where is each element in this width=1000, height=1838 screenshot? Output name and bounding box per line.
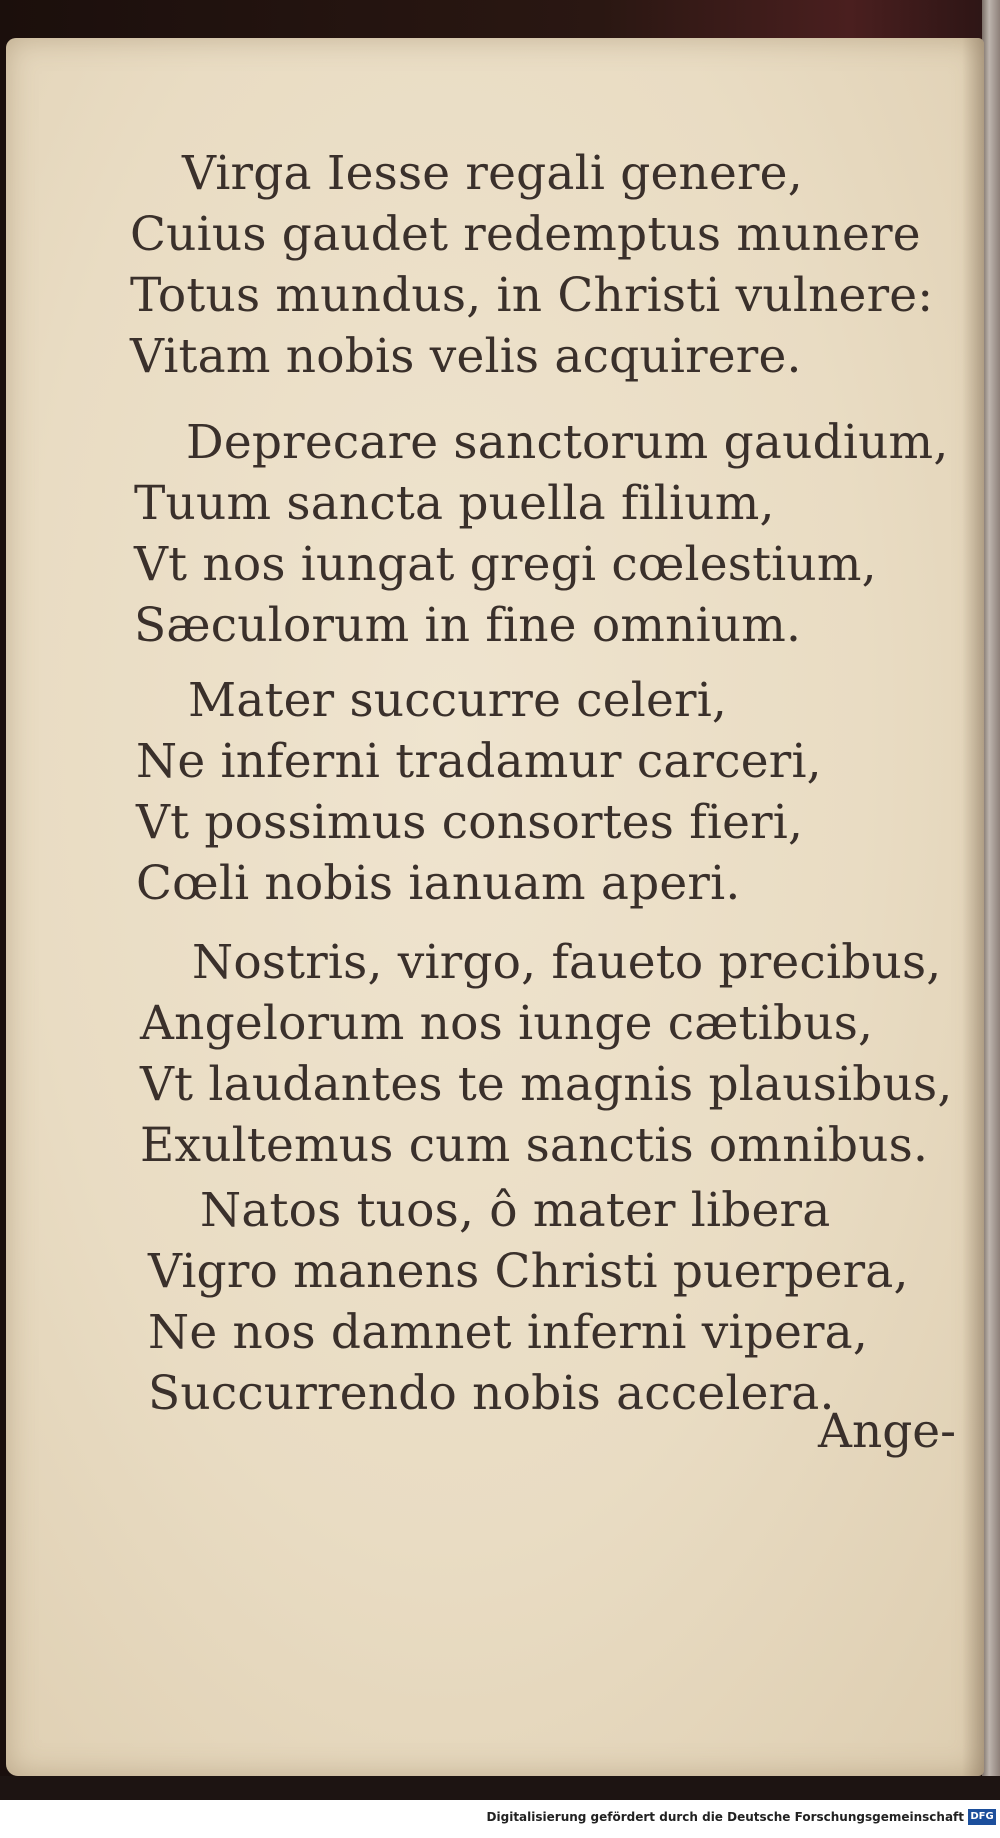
verse-line: Cœli nobis ianuam aperi. — [136, 856, 741, 911]
verse-line: Tuum sancta puella filium, — [134, 476, 775, 531]
verse-line: Vigro manens Christi puerpera, — [148, 1244, 909, 1299]
verse-line: Totus mundus, in Christi vulnere: — [130, 268, 934, 323]
verse-line: Vt laudantes te magnis plausibus, — [140, 1057, 953, 1112]
stanza-3 — [136, 670, 956, 914]
verse-line: Mater succurre celeri, — [188, 673, 728, 728]
verse-line: Vt possimus consortes fieri, — [136, 795, 804, 850]
credit-bar — [0, 1800, 1000, 1838]
verse-line: Ne nos damnet inferni vipera, — [148, 1305, 869, 1360]
stanza-4 — [140, 932, 960, 1176]
stanza-5 — [148, 1180, 968, 1424]
verse-line: Deprecare sanctorum gaudium, — [186, 415, 949, 470]
funding-credit: Digitalisierung gefördert durch die Deutsche Forschungsgemeinschaft — [486, 1810, 964, 1824]
page-edge-shadow — [962, 38, 984, 1776]
bottom-edge — [0, 1776, 1000, 1800]
verse-line: Nostris, virgo, faueto precibus, — [192, 935, 942, 990]
verse-line: Natos tuos, ô mater libera — [200, 1183, 831, 1238]
catchword: Ange- — [818, 1404, 956, 1459]
stanza-2 — [134, 412, 954, 656]
binding-edge — [982, 0, 1000, 1800]
verse-line: Vitam nobis velis acquirere. — [130, 329, 802, 384]
verse-line: Succurrendo nobis accelera. — [148, 1366, 835, 1421]
verse-line: Cuius gaudet redemptus munere — [130, 207, 921, 262]
verse-line: Vt nos iungat gregi cœlestium, — [134, 537, 877, 592]
verse-line: Exultemus cum sanctis omnibus. — [140, 1118, 929, 1173]
verse-line: Ne inferni tradamur carceri, — [136, 734, 822, 789]
dfg-logo: DFG — [968, 1809, 996, 1825]
top-edge — [0, 0, 1000, 40]
verse-line: Sæculorum in fine omnium. — [134, 598, 802, 653]
verse-line: Virga Iesse regali genere, — [182, 146, 803, 201]
verse-line: Angelorum nos iunge cætibus, — [140, 996, 874, 1051]
stanza-1 — [130, 143, 950, 387]
